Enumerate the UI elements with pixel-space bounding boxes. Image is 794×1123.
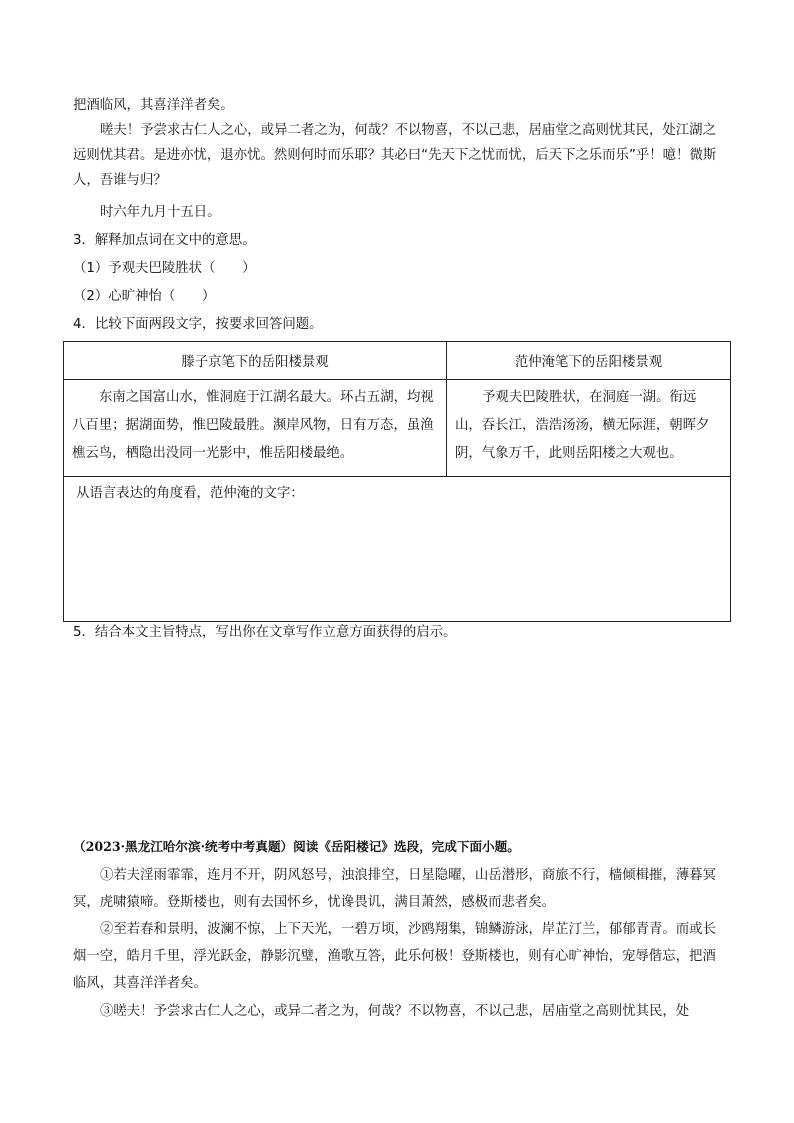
comparison-table — [63, 341, 731, 622]
section-heading: （2023·黑龙江哈尔滨·统考中考真题）阅读《岳阳楼记》选段，完成下面小题。 — [73, 839, 520, 854]
passage-paragraph-1: ①若夫淫雨霏霏，连月不开，阴风怒号，浊浪排空，日星隐曜，山岳潜形，商旅不行，樯倾楫摧，薄暮冥冥，虎啸猿啼。登斯楼也，则有去国怀乡，忧谗畏讥，满目萧然，感极而悲者矣。 — [73, 868, 716, 910]
question-3-item-2: （2）心旷神怡（ ） — [73, 289, 216, 304]
question-3-item-1: （1）予观夫巴陵胜状（ ） — [73, 261, 256, 276]
answer-area[interactable] — [64, 477, 731, 622]
fan-text: 予观夫巴陵胜状，在洞庭一湖。衔远山，吞长江，浩浩汤汤，横无际涯，朝晖夕阴，气象万千，此则岳阳楼之大观也。 — [455, 390, 710, 461]
passage-paragraph-jiefu: 嗟夫！予尝求古仁人之心，或异二者之为，何哉？不以物喜，不以己悲，居庙堂之高则忧其民，处江湖之远则忧其君。是进亦忧，退亦忧。然则何时而乐耶？其必曰“先天下之忧而忧，后天下之乐而乐”乎！噫！微斯人，吾谁与归？ — [73, 123, 717, 188]
table-cell-teng — [64, 380, 447, 477]
passage-paragraph-3: ③嗟夫！予尝求古仁人之心，或异二者之为，何哉？不以物喜，不以己悲，居庙堂之高则忧其民，处 — [100, 1004, 690, 1019]
teng-text: 东南之国富山水，惟洞庭于江湖名最大。环占五湖，均视八百里；据湖面势，惟巴陵最胜。濒岸风物，日有万态，虽渔樵云鸟，栖隐出没同一光影中，惟岳阳楼最绝。 — [72, 390, 434, 461]
table-header-teng: 滕子京笔下的岳阳楼景观 — [64, 342, 447, 380]
passage-date-line: 时六年九月十五日。 — [100, 205, 221, 220]
question-5: 5．结合本文主旨特点，写出你在文章写作立意方面获得的启示。 — [73, 625, 457, 640]
answer-prompt: 从语言表达的角度看，范仲淹的文字： — [76, 486, 304, 501]
table-header-row — [64, 342, 731, 380]
passage-line: 把酒临风，其喜洋洋者矣。 — [73, 98, 234, 113]
question-4: 4．比较下面两段文字，按要求回答问题。 — [73, 317, 323, 332]
table-row — [64, 380, 731, 477]
table-cell-fan — [447, 380, 731, 477]
table-answer-row — [64, 477, 731, 622]
table-header-fan: 范仲淹笔下的岳阳楼景观 — [447, 342, 731, 380]
passage-paragraph-2: ②至若春和景明，波澜不惊，上下天光，一碧万顷，沙鸥翔集，锦鳞游泳，岸芷汀兰，郁郁青青。而或长烟一空，皓月千里，浮光跃金，静影沉璧，渔歌互答，此乐何极！登斯楼也，则有心旷神怡，宠辱偕忘，把酒临风，其喜洋洋者矣。 — [73, 922, 716, 991]
question-3: 3．解释加点词在文中的意思。 — [73, 233, 256, 248]
